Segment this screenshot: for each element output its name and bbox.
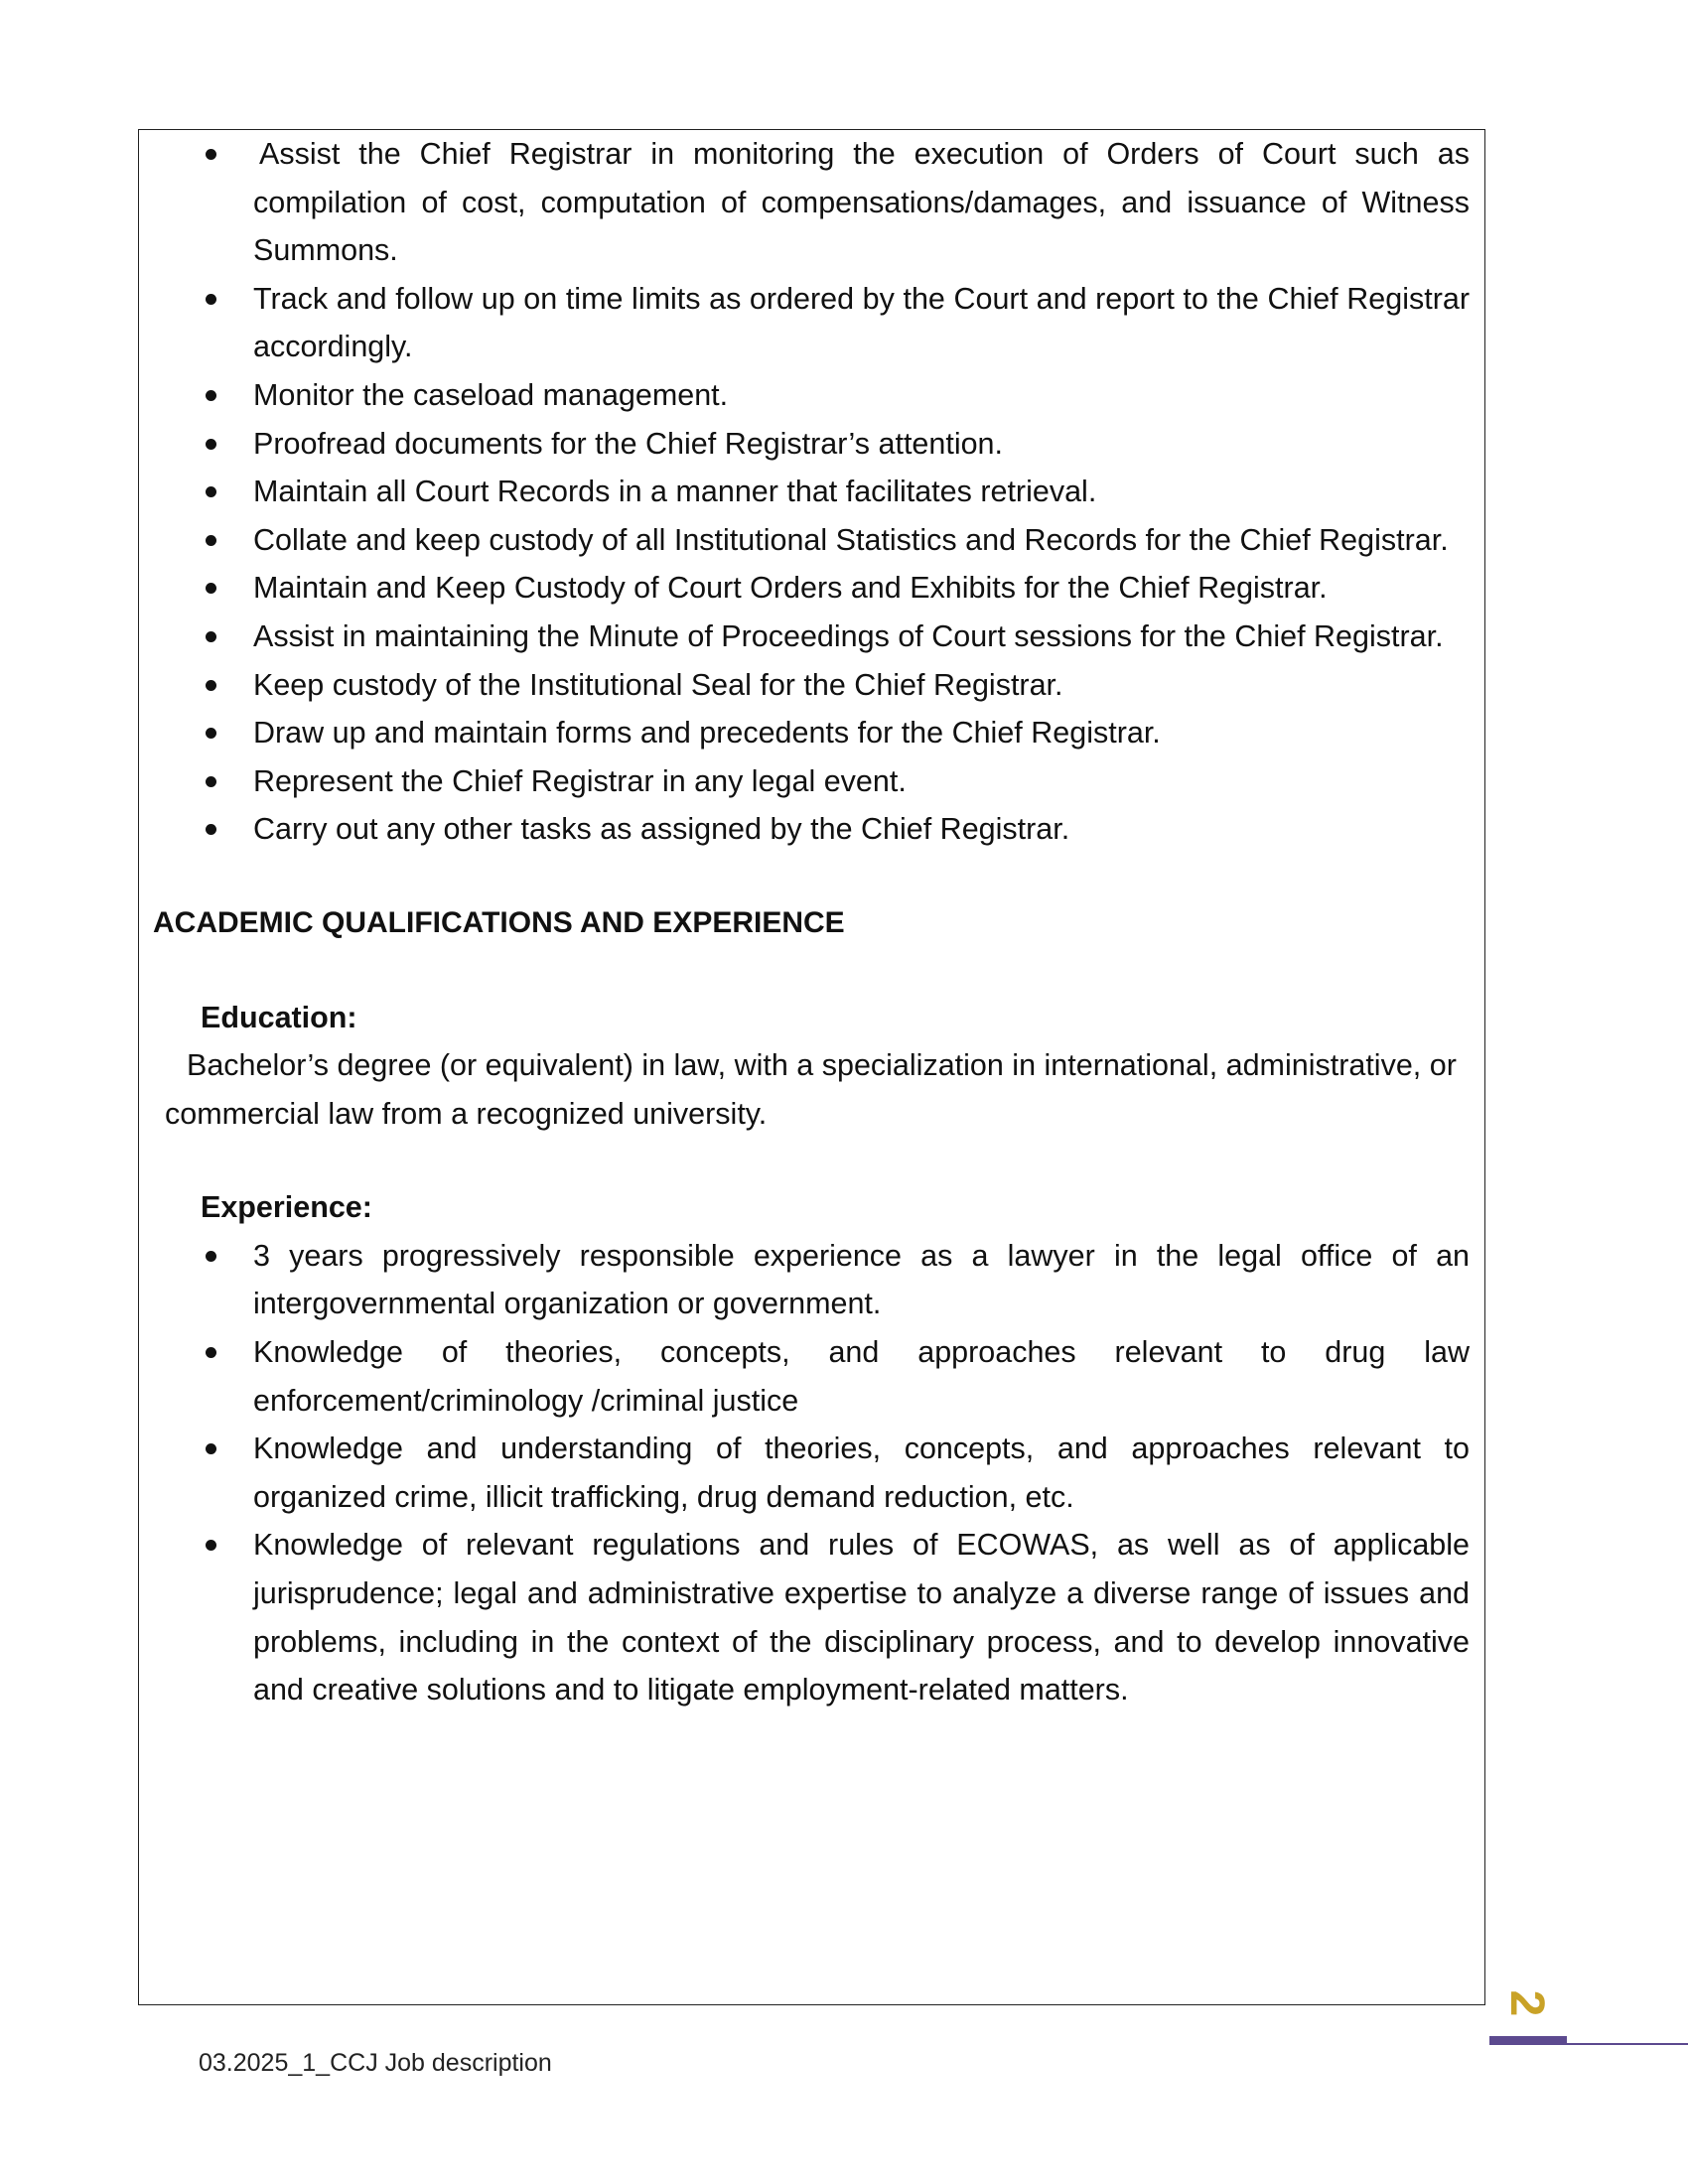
duty-item: Maintain all Court Records in a manner that facilitates retrieval.: [153, 468, 1470, 516]
page-number: 2: [1500, 1989, 1554, 2017]
content-frame: [138, 129, 1485, 2005]
experience-item: Knowledge of relevant regulations and rules of ECOWAS, as well as of applicable jurisprudence; legal and administrative expertise to analyze a diverse range of issues and problems, including in the context of the disciplinary process, and to develop innovative and creative solutions and to litigate employment-related matters.: [153, 1521, 1470, 1713]
duty-item: Monitor the caseload management.: [153, 371, 1470, 420]
duty-item: Collate and keep custody of all Institutional Statistics and Records for the Chief Registrar.: [153, 516, 1470, 565]
qualifications-heading: ACADEMIC QUALIFICATIONS AND EXPERIENCE: [153, 905, 845, 939]
page-content: [139, 130, 1484, 1714]
duties-list: [153, 130, 1470, 854]
footer-rule: [1489, 2043, 1688, 2045]
duty-item: Keep custody of the Institutional Seal for the Chief Registrar.: [153, 661, 1470, 710]
duty-item: Proofread documents for the Chief Registrar’s attention.: [153, 420, 1470, 469]
experience-item: Knowledge and understanding of theories, concepts, and approaches relevant to organized crime, illicit trafficking, drug demand reduction, etc.: [153, 1425, 1470, 1521]
education-text: Bachelor’s degree (or equivalent) in law, with a specialization in international, administrative, or commercial law from a recognized university.: [165, 1048, 1457, 1131]
education-heading: Education:: [201, 1000, 357, 1034]
duty-item: Draw up and maintain forms and precedents for the Chief Registrar.: [153, 709, 1470, 757]
duty-item: Assist in maintaining the Minute of Proceedings of Court sessions for the Chief Registrar.: [153, 613, 1470, 661]
footer-document-code: 03.2025_1_CCJ Job description: [199, 2049, 552, 2077]
experience-item: Knowledge of theories, concepts, and approaches relevant to drug law enforcement/criminology /criminal justice: [153, 1328, 1470, 1425]
experience-item: 3 years progressively responsible experience as a lawyer in the legal office of an intergovernmental organization or government.: [153, 1232, 1470, 1328]
duty-item: Track and follow up on time limits as ordered by the Court and report to the Chief Registrar accordingly.: [153, 275, 1470, 371]
duty-item: Carry out any other tasks as assigned by the Chief Registrar.: [153, 805, 1470, 854]
duty-item: Maintain and Keep Custody of Court Orders and Exhibits for the Chief Registrar.: [153, 564, 1470, 613]
experience-list: [153, 1232, 1470, 1714]
duty-text: Assist the Chief Registrar in monitoring the execution of Orders of Court such as compilation of cost, computation of compensations/damages, and issuance of Witness Summons.: [253, 137, 1470, 268]
duty-item: Represent the Chief Registrar in any legal event.: [153, 757, 1470, 806]
duty-item: [153, 130, 1470, 275]
experience-heading: Experience:: [201, 1190, 372, 1225]
